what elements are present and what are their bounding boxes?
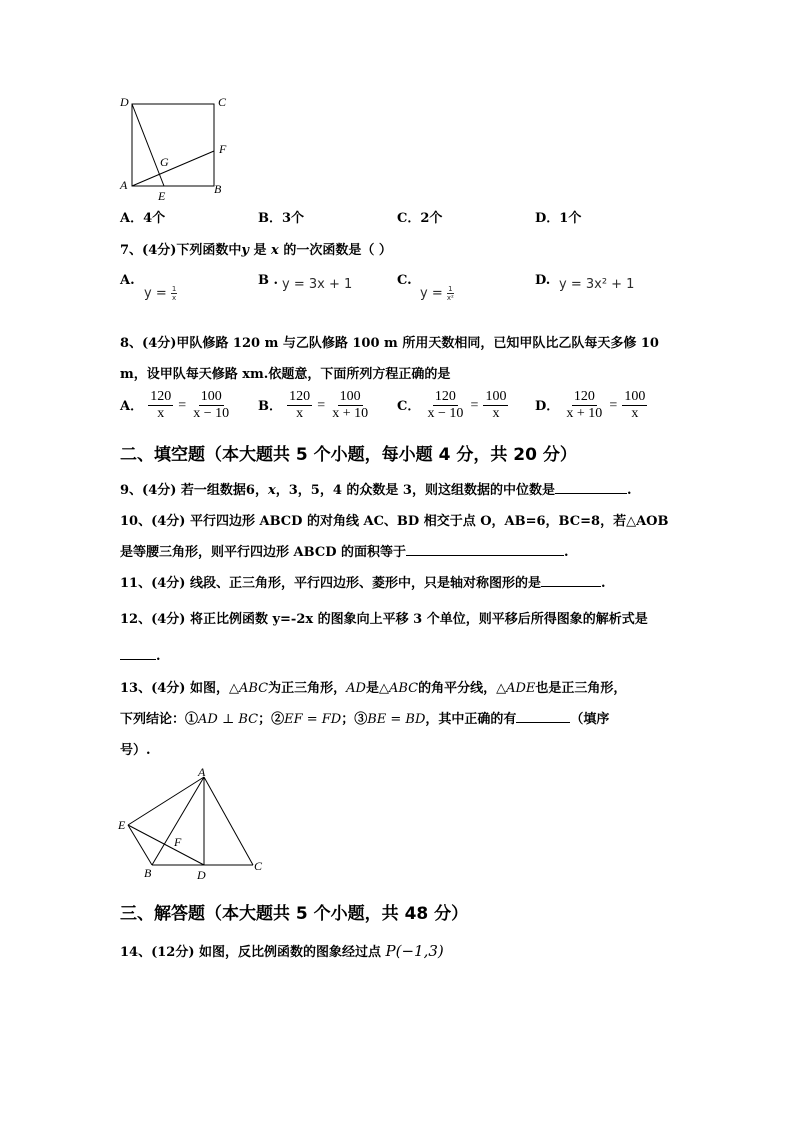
q8-d-label: D． [535,399,560,414]
q13-p4: 的角平分线， [418,681,497,696]
q9-pre: 9、(4分) 若一组数据6， [120,483,268,498]
q11-text: 11、(4分) 线段、正三角形，平行四边形、菱形中，只是轴对称图形的是 [120,576,541,591]
label-D: D [120,95,129,109]
q10-blank [406,542,564,556]
q8-option-b [258,389,370,422]
q13-p2: 为正三角形， [268,681,347,696]
label-F: F [174,835,182,849]
label-B: B [214,182,222,196]
q7-option-b-label: B . [258,273,279,288]
q8-c-ld: x − 10 [427,406,464,421]
q8-b-eq: = [317,397,326,413]
q8-c-rn: 100 [485,389,507,404]
q8-c-label: C． [397,399,421,414]
q8-b-rd: x + 10 [332,406,369,421]
q7-c-num: 1 [448,285,453,293]
q7-option-d-expr: y = 3x² + 1 [559,277,635,292]
q9 [120,479,632,498]
q6-option-a: A．4个 [120,211,166,226]
q13-c2: EF = FD [284,712,342,727]
q8-a-label: A． [120,399,144,414]
label-B: B [144,866,152,880]
q7-option-d-label: D. [535,273,551,288]
q13-l2e: （填序 [570,712,610,727]
q8-d-left-frac [564,389,604,422]
q7-stem-tail: 的一次函数是（ ） [283,243,392,258]
q10-end: . [564,545,569,560]
q7-a-den: x [172,294,177,302]
q8-option-a [120,389,231,422]
label-G: G [160,155,169,169]
q13-p3: 是 [365,681,379,696]
q12-line2 [120,646,161,664]
figure-triangles-abc-ade [112,760,272,885]
label-D: D [197,868,206,882]
label-E: E [158,189,166,203]
q7-var-y: y [241,243,249,258]
q8-line2: m，设甲队每天修路 xm.依题意，下面所列方程正确的是 [120,367,451,382]
q8-c-rd: x [492,406,500,421]
q13-l2a: 下列结论：① [120,712,199,727]
label-C: C [218,95,227,109]
q8-b-rn: 100 [339,389,361,404]
q7-option-a-expr [144,285,177,302]
q13-c1: AD ⊥ BC [198,712,259,727]
q11 [120,572,606,591]
q8-a-rd: x − 10 [193,406,230,421]
q7-option-b-expr: y = 3x + 1 [282,277,353,292]
q7-var-x: x [271,243,279,258]
q8-line1: 8、(4分)甲队修路 120 m 与乙队修路 100 m 所用天数相同，已知甲队比乙队每天多修 10 [120,336,659,351]
q9-end: . [626,483,632,498]
q7-a-num: 1 [171,285,177,293]
q11-blank [541,573,601,587]
q14-point: P(−1,3) [385,942,444,960]
q10-line1: 10、(4分) 平行四边形 ABCD 的对角线 AC、BD 相交于点 O，AB=6，BC=8，若△AOB [120,514,669,529]
figure-square-abcd [112,90,242,205]
q11-end: . [600,576,606,591]
section-3-title: 三、解答题（本大题共 5 个小题，共 48 分） [120,904,469,924]
q9-blank [555,480,627,494]
q7-option-c-label: C. [397,273,412,288]
label-F: F [219,142,227,156]
q8-c-right-frac [483,389,508,422]
q7-stem-text: 7、(4分)下列函数中 [120,243,242,258]
q13-m3: △ABC [378,681,419,696]
q8-a-left-frac [148,389,173,422]
q13-p1: 13、(4分) 如图， [120,681,229,696]
q7-stem-mid: 是 [253,243,267,258]
q6-option-c: C．2个 [397,211,443,226]
q13-l2b: ；② [258,712,285,727]
q7-stem [120,239,392,258]
q13-c3: BE = BD [367,712,426,727]
q13-m1: △ABC [228,681,269,696]
q14-text: 14、(12分) 如图，反比例函数的图象经过点 [120,945,382,960]
q8-d-ld: x + 10 [566,406,603,421]
q8-d-rd: x [631,406,639,421]
q8-c-ln: 120 [434,389,456,404]
q13-p5: 也是正三角形， [535,681,627,696]
q8-a-eq: = [178,397,187,413]
q8-a-ld: x [157,406,165,421]
q14 [120,941,444,960]
label-A: A [198,765,206,779]
q8-option-d [535,389,647,422]
q7-option-a-label: A. [120,273,135,288]
q8-a-ln: 120 [150,389,172,404]
q7-c-den: x² [446,294,454,302]
q8-option-c [397,389,508,422]
q13-line2 [120,708,609,727]
label-E: E [118,818,126,832]
q13-line3: 号）. [120,743,151,758]
section-2-title: 二、填空题（本大题共 5 个小题，每小题 4 分，共 20 分） [120,445,577,465]
q8-b-ln: 120 [289,389,311,404]
q13-m2: AD [346,681,366,696]
q8-d-rn: 100 [624,389,646,404]
q8-b-ld: x [296,406,304,421]
q9-post: ，3，5，4 的众数是 3，则这组数据的中位数是 [275,483,555,498]
q13-l2c: ；③ [341,712,368,727]
q8-c-eq: = [470,397,479,413]
q12-line1: 12、(4分) 将正比例函数 y=-2x 的图象向上平移 3 个单位，则平移后所得图象的解析式是 [120,612,648,627]
q8-b-label: B． [258,399,282,414]
q6-option-b: B．3个 [258,211,305,226]
q8-b-left-frac [287,389,312,422]
q8-d-eq: = [609,397,618,413]
q10-line2-text: 是等腰三角形，则平行四边形 ABCD 的面积等于 [120,545,406,560]
q8-c-left-frac [425,389,465,422]
q9-var-x: x [267,483,276,498]
q7-a-lhs: y = [144,286,167,301]
q8-a-rn: 100 [200,389,222,404]
q8-d-right-frac [622,389,647,422]
label-C: C [254,859,263,873]
q7-option-c-expr [420,285,454,302]
q13-l2d: ，其中正确的有 [425,712,517,727]
q8-a-right-frac [191,389,231,422]
q7-a-fraction [171,285,177,302]
q13-m4: △ADE [496,681,536,696]
q13-line1 [120,677,626,696]
q12-blank [120,646,156,660]
q8-d-ln: 120 [573,389,595,404]
q8-b-right-frac [330,389,370,422]
q12-end: . [156,649,161,664]
q7-c-fraction [447,285,454,302]
q7-c-lhs: y = [420,286,443,301]
label-A: A [120,178,128,192]
q6-option-d: D．1个 [535,211,582,226]
q10-line2 [120,541,569,560]
q13-blank [516,709,570,723]
